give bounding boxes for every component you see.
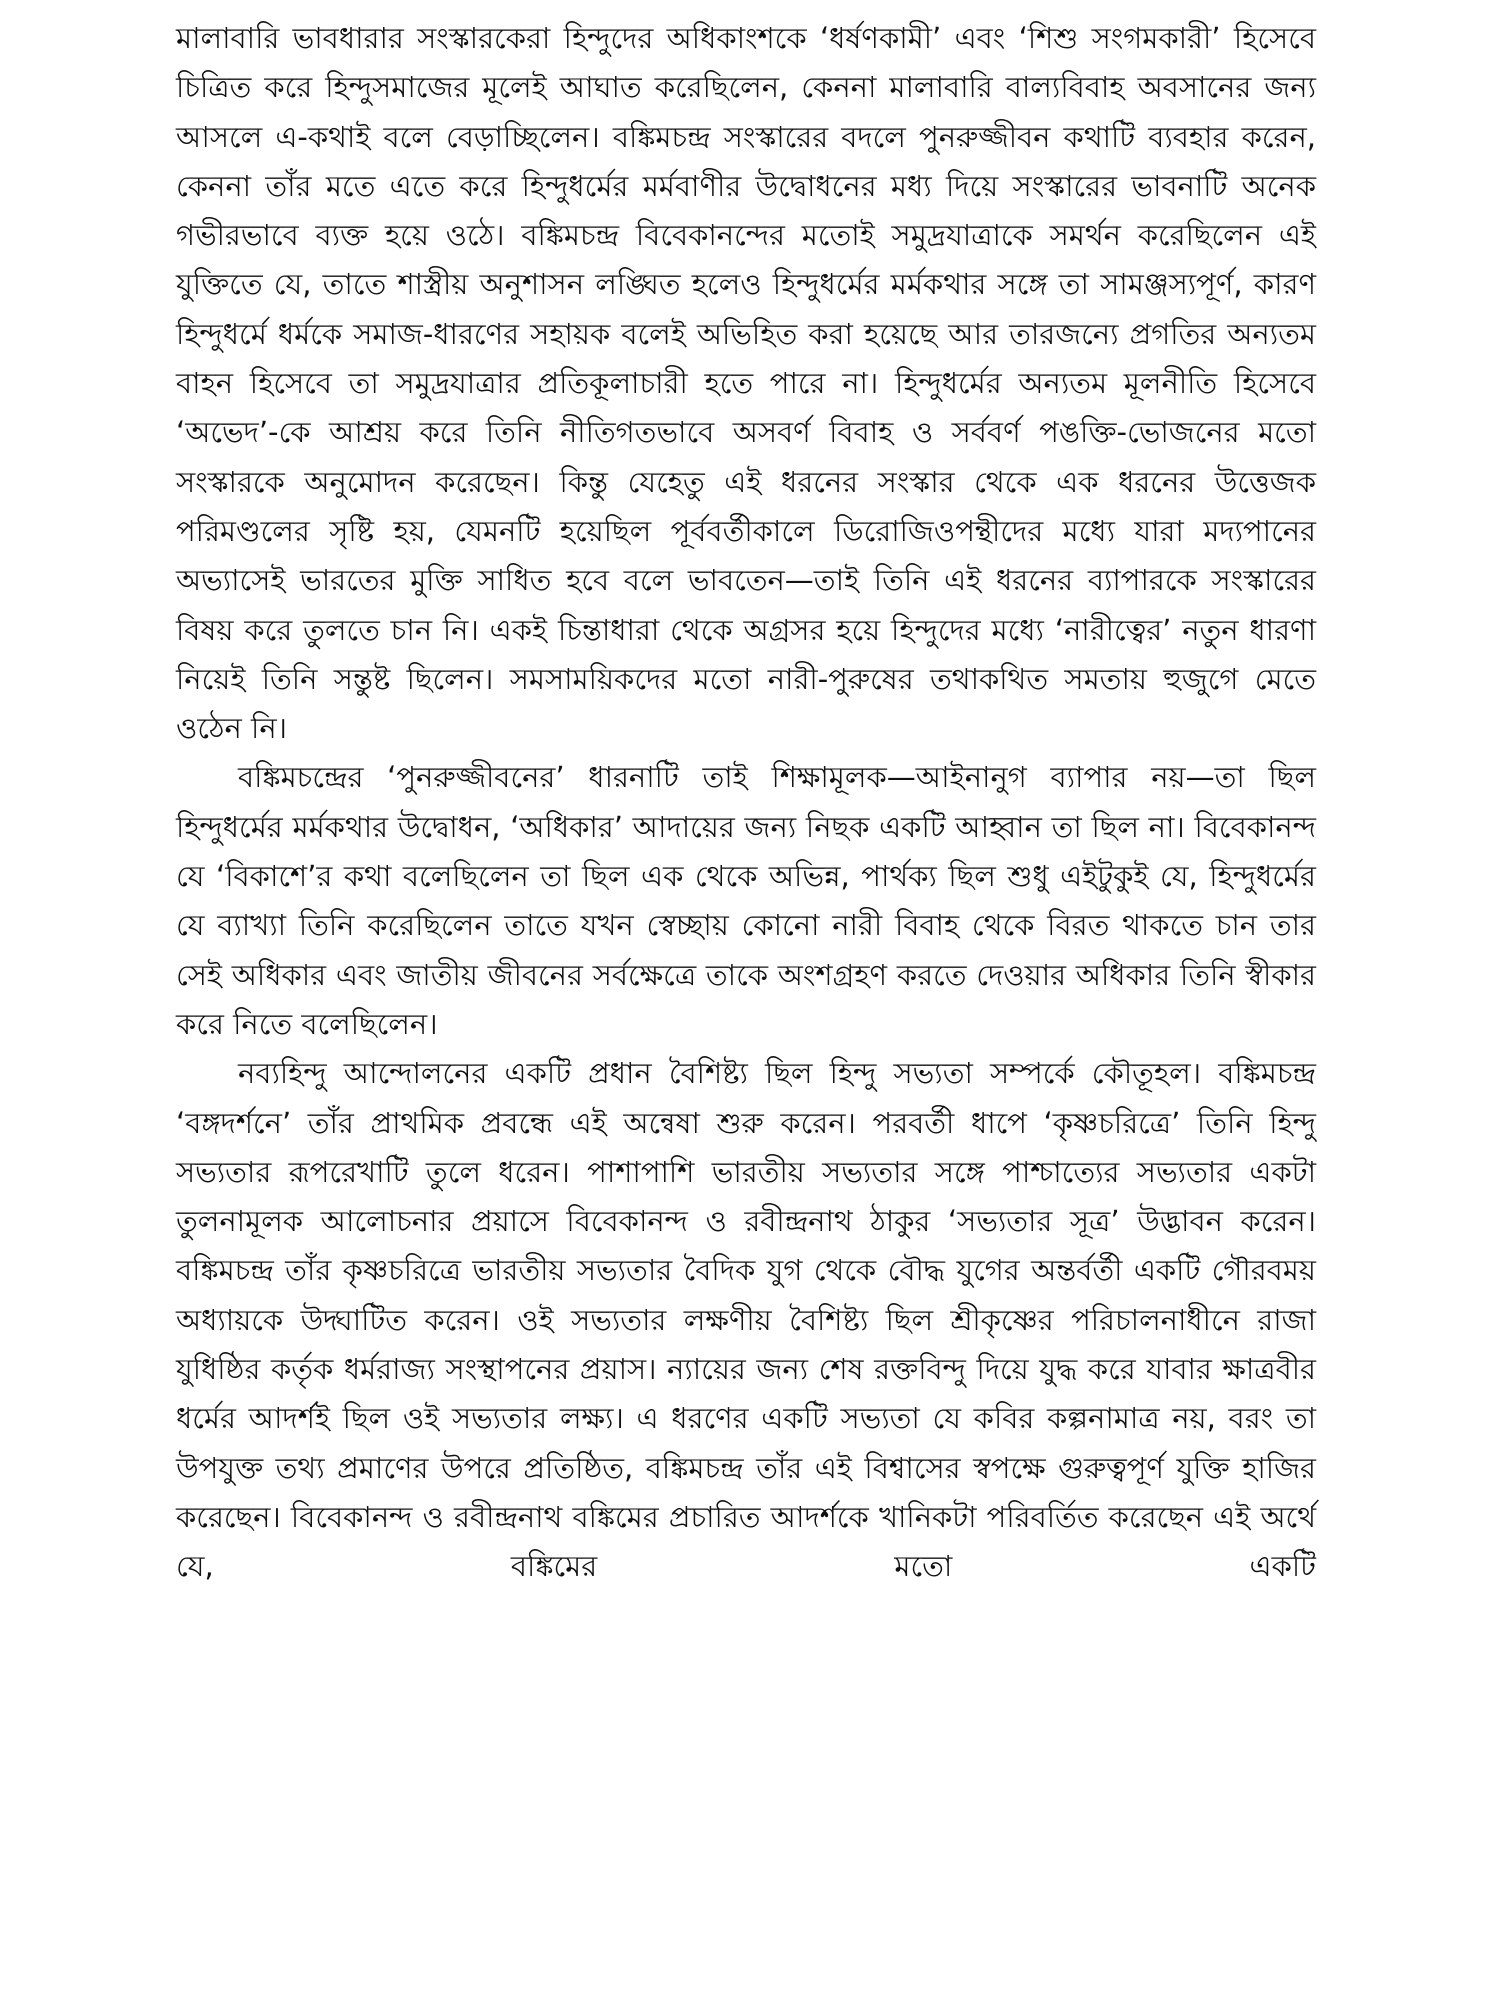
paragraph-3: নব্যহিন্দু আন্দোলনের একটি প্রধান বৈশিষ্ট্য ছিল হিন্দু সভ্যতা সম্পর্কে কৌতূহল। বঙ্কিমচন্দ্র ‘বঙ্গদর্শনে’ তাঁর প্রাথমিক প্রবন্ধে এই অন্বেষা শুরু করেন। পরবর্তী ধাপে ‘কৃষ্ণচরিত্রে’ তিনি হিন্দু সভ্যতার রূপরেখাটি তুলে ধরেন। পাশাপাশি ভারতীয় সভ্যতার সঙ্গে পাশ্চাত্যের সভ্যতার একটা তুলনামূলক আলোচনার প্রয়াসে বিবেকানন্দ ও রবীন্দ্রনাথ ঠাকুর ‘সভ্যতার সূত্র’ উদ্ভাবন করেন। বঙ্কিমচন্দ্র তাঁর কৃষ্ণচরিত্রে ভারতীয় সভ্যতার বৈদিক যুগ থেকে বৌদ্ধ যুগের অন্তর্বর্তী একটি গৌরবময় অধ্যায়কে উদ্ঘাটিত করেন। ওই সভ্যতার লক্ষণীয় বৈশিষ্ট্য ছিল শ্রীকৃষ্ণের পরিচালনাধীনে রাজা যুধিষ্ঠির কর্তৃক ধর্মরাজ্য সংস্থাপনের প্রয়াস। ন্যায়ের জন্য শেষ রক্তবিন্দু দিয়ে যুদ্ধ করে যাবার ক্ষাত্রবীর ধর্মের আদর্শই ছিল ওই সভ্যতার লক্ষ্য। এ ধরণের একটি সভ্যতা যে কবির কল্পনামাত্র নয়, বরং তা উপযুক্ত তথ্য প্রমাণের উপরে প্রতিষ্ঠিত, বঙ্কিমচন্দ্র তাঁর এই বিশ্বাসের স্বপক্ষে গুরুত্বপূর্ণ যুক্তি হাজির করেছেন। বিবেকানন্দ ও রবীন্দ্রনাথ বঙ্কিমের প্রচারিত আদর্শকে খানিকটা পরিবর্তিত করেছেন এই অর্থে যে, বঙ্কিমের মতো একটি [176, 1056, 1316, 1584]
paragraph-2: বঙ্কিমচন্দ্রের ‘পুনরুজ্জীবনের’ ধারনাটি তাই শিক্ষামূলক—আইনানুগ ব্যাপার নয়—তা ছিল হিন্দুধর্মের মর্মকথার উদ্বোধন, ‘অধিকার’ আদায়ের জন্য নিছক একটি আহ্বান তা ছিল না। বিবেকানন্দ যে ‘বিকাশে’র কথা বলেছিলেন তা ছিল এক থেকে অভিন্ন, পার্থক্য ছিল শুধু এইটুকুই যে, হিন্দুধর্মের যে ব্যাখ্যা তিনি করেছিলেন তাতে যখন স্বেচ্ছায় কোনো নারী বিবাহ থেকে বিরত থাকতে চান তার সেই অধিকার এবং জাতীয় জীবনের সর্বক্ষেত্রে তাকে অংশগ্রহণ করতে দেওয়ার অধিকার তিনি স্বীকার করে নিতে বলেছিলেন। [176, 760, 1316, 1041]
paragraph-1: মালাবারি ভাবধারার সংস্কারকেরা হিন্দুদের অধিকাংশকে ‘ধর্ষণকামী’ এবং ‘শিশু সংগমকারী’ হিসেবে চিত্রিত করে হিন্দুসমাজের মূলেই আঘাত করেছিলেন, কেননা মালাবারি বাল্যবিবাহ অবসানের জন্য আসলে এ-কথাই বলে বেড়াচ্ছিলেন। বঙ্কিমচন্দ্র সংস্কারের বদলে পুনরুজ্জীবন কথাটি ব্যবহার করেন, কেননা তাঁর মতে এতে করে হিন্দুধর্মের মর্মবাণীর উদ্বোধনের মধ্য দিয়ে সংস্কারের ভাবনাটি অনেক গভীরভাবে ব্যক্ত হয়ে ওঠে। বঙ্কিমচন্দ্র বিবেকানন্দের মতোই সমুদ্রযাত্রাকে সমর্থন করেছিলেন এই যুক্তিতে যে, তাতে শাস্ত্রীয় অনুশাসন লঙ্ঘিত হলেও হিন্দুধর্মের মর্মকথার সঙ্গে তা সামঞ্জস্যপূর্ণ, কারণ হিন্দুধর্মে ধর্মকে সমাজ-ধারণের সহায়ক বলেই অভিহিত করা হয়েছে আর তারজন্যে প্রগতির অন্যতম বাহন হিসেবে তা সমুদ্রযাত্রার প্রতিকূলাচারী হতে পারে না। হিন্দুধর্মের অন্যতম মূলনীতি হিসেবে ‘অভেদ’-কে আশ্রয় করে তিনি নীতিগতভাবে অসবর্ণ বিবাহ ও সর্ববর্ণ পঙক্তি-ভোজনের মতো সংস্কারকে অনুমোদন করেছেন। কিন্তু যেহেতু এই ধরনের সংস্কার থেকে এক ধরনের উত্তেজক পরিমণ্ডলের সৃষ্টি হয়, যেমনটি হয়েছিল পূর্ববর্তীকালে ডিরোজিওপন্থীদের মধ্যে যারা মদ্যপানের অভ্যাসেই ভারতের মুক্তি সাধিত হবে বলে ভাবতেন—তাই তিনি এই ধরনের ব্যাপারকে সংস্কারের বিষয় করে তুলতে চান নি। একই চিন্তাধারা থেকে অগ্রসর হয়ে হিন্দুদের মধ্যে ‘নারীত্বের’ নতুন ধারণা নিয়েই তিনি সন্তুষ্ট ছিলেন। সমসাময়িকদের মতো নারী-পুরুষের তথাকথিত সমতায় হুজুগে মেতে ওঠেন নি। [176, 21, 1316, 746]
document-page [176, 14, 1316, 1592]
